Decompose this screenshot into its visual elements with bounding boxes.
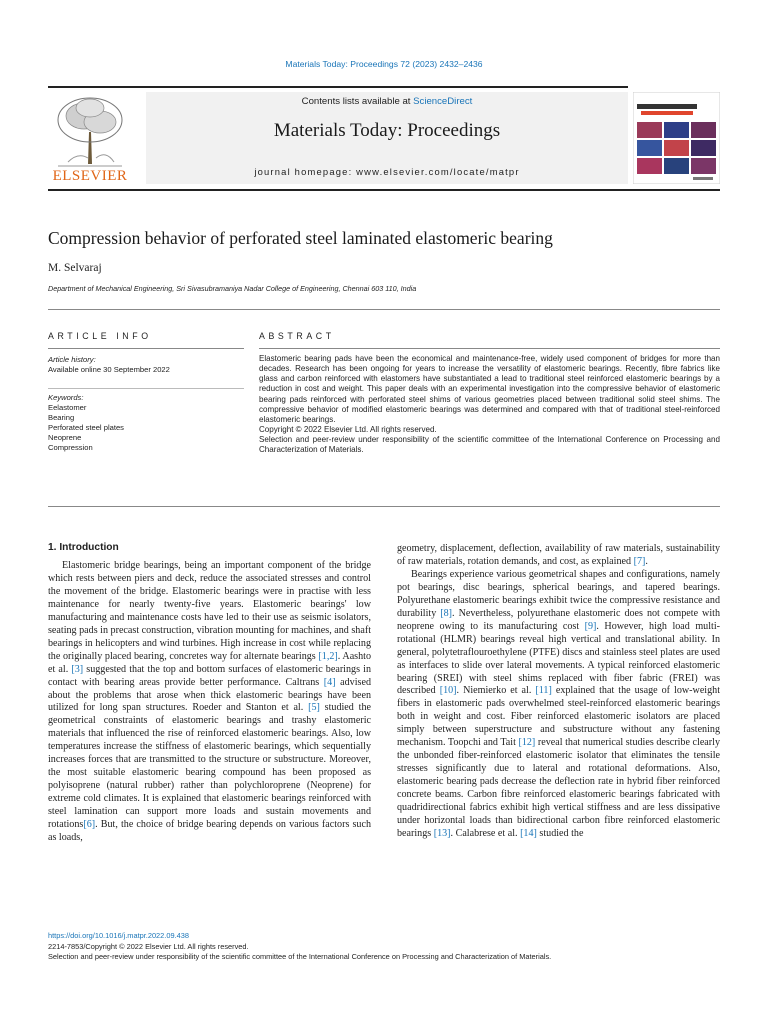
article-info-rule (48, 348, 244, 349)
article-history (48, 355, 244, 375)
citation-link[interactable]: [6] (83, 819, 96, 831)
keyword-item: Compression (48, 443, 93, 452)
citation-link[interactable]: [7] (633, 555, 646, 567)
citation-link[interactable]: [8] (440, 607, 453, 619)
citation-link[interactable]: [12] (518, 737, 536, 749)
journal-cover-thumbnail[interactable] (633, 92, 720, 184)
author-name[interactable]: M. Selvaraj (48, 262, 102, 274)
issn-line: 2214-7853/Copyright © 2022 Elsevier Ltd. All rights reserved. (48, 941, 249, 951)
citation-link[interactable]: [5] (308, 702, 320, 714)
abstract-body (259, 354, 720, 456)
info-divider (48, 388, 244, 389)
abstract-text: Elastomeric bearing pads have been the economical and maintenance-free, widely used component of bridges for more than decades. Research has been ongoing for years to increase the versatility of elastomeric bearings. Recently, fibre fabrics like glass and carbon reinforced with elastomers have substantiated a lead to traditional steel reinforced elastomeric bearings by a reduction in cost and weight. This paper deals with an experimental investigation into the compressive behavior of elastomeric bearing pads reinforced with perforated steel shims of various geometries placed between traditional solid steel shims. The compressive behavior of modified elastomeric bearings was determined and compared with that of traditional steel-reinforced elastomeric bearings. (259, 354, 720, 424)
elsevier-logo[interactable] (48, 92, 132, 184)
keyword-item: Neoprene (48, 433, 82, 442)
citation-link[interactable]: [10] (439, 685, 457, 697)
journal-cover-image (633, 92, 720, 184)
intro-paragraph-1: Elastomeric bridge bearings, being an important component of the bridge which rests between piers and deck, reduce the associated stresses and control the movement of the bridge. Elastomeric bearings were in practise with less maintenance for nearly twenty-five years. Elastomeric bearings' low manufacturing and maintenance costs have led to their use as seismic isolators, seating pads in precast construction, vibration mounting for machines, and shaft bearings in helicopters and wind turbines. High increase in cost while replacing the originally placed bearing, concretes way for alternate bearings [1,2]. Aashto et al. [3] suggested that the top and bottom surfaces of elastomeric bearings in contact with bearing areas provide better performance. Caltrans [4] advised about the problems that arose when thick elastomeric bearings have been utilized for long span structures. Roeder and Stanton et al. [5] studied the geometrical constraints of elastomeric bearings and trashy elastomeric materials that influenced the rise of reinforced elastomeric bearings. Also, low temperatures increase the stiffness of elastomeric bearings, which sequentially increases forces that are transmitted to the structure or substructure. Moreover, the most suitable elastomeric bearing compound has been proposed as polyisoprene (natural rubber) rather than polychloroprene (Neoprene) for extreme cold climates. It is explained that elastomeric bearings reinforced with steel lamination can support more loads and sustain movements and rotations[6]. But, the choice of bridge bearing depends on various factors such as loads, (48, 560, 372, 844)
right-column (397, 543, 720, 841)
keyword-item: Perforated steel plates (48, 423, 124, 432)
doi-link[interactable]: https://doi.org/10.1016/j.matpr.2022.09.438 (48, 931, 189, 940)
section-divider (48, 309, 720, 310)
keywords-label: Keywords: (48, 393, 84, 402)
elsevier-wordmark: ELSEVIER (52, 168, 128, 184)
contents-line: Contents lists available at ScienceDirect (301, 96, 473, 107)
citation-link[interactable]: [4] (323, 676, 336, 688)
citation-link[interactable]: [3] (71, 663, 84, 675)
abstract-heading: ABSTRACT (259, 331, 335, 341)
keyword-item: Eelastomer (48, 403, 87, 412)
abstract-selection: Selection and peer-review under responsibility of the scientific committee of the International Conference on Processing and Characterization of Materials. (259, 435, 720, 455)
abstract-rule (259, 348, 720, 349)
left-column (48, 560, 371, 845)
footer-selection: Selection and peer-review under responsibility of the scientific committee of the International Conference on Processing and Characterization of Materials. (48, 952, 552, 961)
intro-paragraph-2: Bearings experience various geometrical shapes and configurations, namely pot bearings, disc bearings, spherical bearings, and tapered bearings. Polyurethane elastomeric bearings exhibit twice the compressive resistance and durability [8]. Nevertheless, polyurethane elastomeric does not compete with neoprene owing to its manufacturing cost [9]. However, high load multi-rotational (HLMR) bearings reveal high vertical and translational ability. In general, polytetraflouroethylene (PTFE) discs and stainless steel plates are used as interfaces to slide over lateral movements. A typical reinforced elastomeric bearing (SREI) with steel shims replaced with fiber fabric (FREI) was described [10]. Niemierko et al. [11] explained that the usage of low-weight fibers in elastomeric pads overwhelmed steel-reinforced elastomeric bearings both in weight and cost. Fiber reinforced elastomeric isolators are placed simply between superstructure and substructure without any fastening mechanism. Toopchi and Tait [12] reveal that numerical studies describe clearly the unbonded fiber-reinforced elastomeric isolator that eliminates the tensile stresses significantly due to lateral and rotational deformations. Also, elastomeric bearing pads decrease the deflection rate in hybrid fiber reinforced concrete beams. Carbon fibre reinforced elastomeric bearings fabricated with quadridirectional fabrics exhibit high vertical stiffness and are less dissipative under horizontal loads than bidirectional carbon fibre reinforced elastomeric bearings [13]. Calabrese et al. [14] studied the (397, 568, 721, 839)
citation-link[interactable]: [1,2] (318, 650, 338, 662)
elsevier-tree-icon (48, 92, 132, 168)
citation-link[interactable]: [11] (535, 685, 552, 697)
intro-paragraph-1-cont: geometry, displacement, deflection, availability of raw materials, sustainability of raw materials, rotation demands, and cost, as explained [7]. (397, 543, 720, 567)
keyword-item: Bearing (48, 413, 75, 422)
citation-link[interactable]: [13] (433, 827, 451, 839)
citation-link[interactable]: [14] (520, 827, 537, 839)
section-divider-2 (48, 506, 720, 507)
page-footer (48, 931, 551, 963)
header-bottom-rule (48, 189, 720, 191)
introduction-heading: 1. Introduction (48, 542, 119, 553)
author-affiliation: Department of Mechanical Engineering, Sri Sivasubramaniya Nadar College of Engineering, Chennai 603 110, India (48, 284, 417, 293)
journal-homepage[interactable]: journal homepage: www.elsevier.com/locate/matpr (254, 166, 520, 177)
article-title: Compression behavior of perforated steel laminated elastomeric bearing (48, 228, 553, 248)
article-info-heading: ARTICLE INFO (48, 331, 152, 341)
abstract-copyright: Copyright © 2022 Elsevier Ltd. All rights reserved. (259, 425, 437, 435)
citation-link[interactable]: [9] (584, 620, 597, 632)
journal-citation[interactable]: Materials Today: Proceedings 72 (2023) 2432–2436 (285, 59, 483, 69)
sciencedirect-link[interactable]: ScienceDirect (413, 96, 473, 107)
header-top-rule (48, 86, 628, 88)
journal-header-box (146, 92, 628, 184)
journal-title: Materials Today: Proceedings (273, 120, 501, 141)
keywords-block (48, 393, 244, 453)
history-label: Article history: (48, 355, 96, 364)
history-value: Available online 30 September 2022 (48, 365, 170, 374)
